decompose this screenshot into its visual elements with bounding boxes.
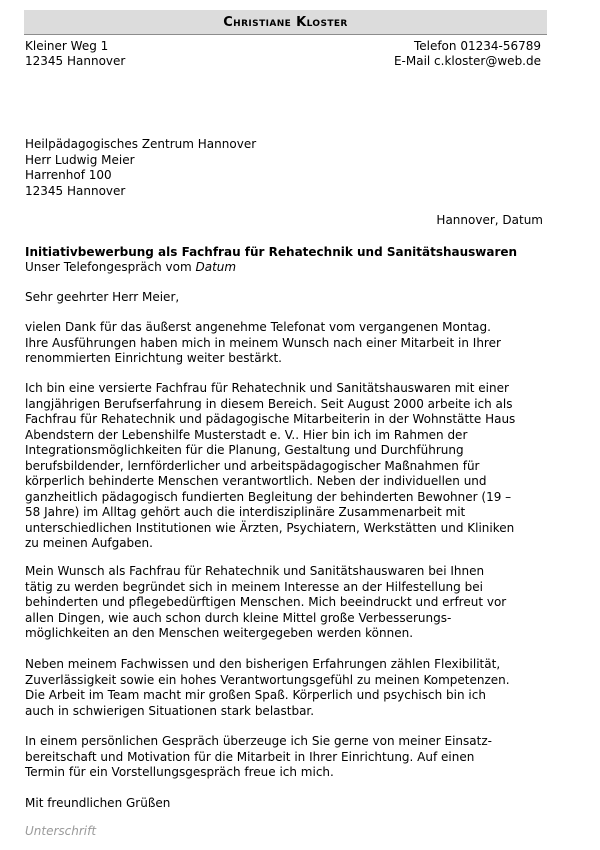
paragraph-line: auch in schwierigen Situationen stark belastbar. <box>25 703 315 718</box>
body-paragraph-4 <box>25 657 545 719</box>
paragraph-line: Abendstern der Lebenshilfe Musterstadt e. V.. Hier bin ich im Rahmen der <box>25 427 468 442</box>
paragraph-line: behinderten und pflegebedürftigen Menschen. Mich beeindruckt und erfreut vor <box>25 595 507 609</box>
paragraph-line: ganzheitlich pädagogisch fundierten Begleitung der behinderten Bewohner (19 – <box>25 489 512 504</box>
paragraph-line: vielen Dank für das äußerst angenehme Telefonat vom vergangenen Montag. <box>25 320 491 334</box>
recipient-city: 12345 Hannover <box>25 183 126 198</box>
paragraph-line: Ich bin eine versierte Fachfrau für Rehatechnik und Sanitätshauswaren mit einer <box>25 381 509 395</box>
paragraph-line: Die Arbeit im Team macht mir großen Spaß. Körperlich und psychisch bin ich <box>25 688 486 702</box>
sender-phone: Telefon 01234-56789 <box>413 39 541 53</box>
paragraph-line: möglichkeiten an den Menschen weitergegeben werden können. <box>25 626 414 640</box>
paragraph-line: körperlich behinderte Menschen verantwortlich. Neben der individuellen und <box>25 474 487 488</box>
body-paragraph-2 <box>25 381 545 552</box>
recipient-address <box>25 137 256 199</box>
paragraph-line: Fachfrau für Rehatechnik und pädagogische Mitarbeiterin in der Wohnstätte Haus <box>25 412 516 426</box>
paragraph-line: Termin für ein Vorstellungsgespräch freue ich mich. <box>25 765 334 779</box>
paragraph-line: berufsbildender, lernförderlicher und arbeitspädagogischer Maßnahmen für <box>25 458 480 473</box>
subject-reference-date: Datum <box>195 260 237 274</box>
paragraph-line: unterschiedlichen Institutionen wie Ärzten, Psychiatern, Werkstätten und Kliniken <box>25 520 515 535</box>
letterhead-bar <box>24 10 547 35</box>
body-paragraph-5 <box>25 734 545 781</box>
sender-address <box>25 39 125 69</box>
paragraph-line: tätig zu werden begründet sich in meinem Interesse an der Hilfestellung bei <box>25 579 483 594</box>
paragraph-line: In einem persönlichen Gespräch überzeuge ich Sie gerne von meiner Einsatz- <box>25 734 492 748</box>
body-paragraph-3 <box>25 564 545 642</box>
paragraph-line: allen Dingen, wie auch schon durch kleine Mittel große Verbesserungs- <box>25 610 452 625</box>
sender-city: 12345 Hannover <box>25 54 126 68</box>
subject-reference-prefix: Unser Telefongespräch vom <box>25 260 196 274</box>
recipient-organization: Heilpädagogisches Zentrum Hannover <box>25 137 257 151</box>
sender-contact <box>394 39 541 69</box>
subject-title: Initiativbewerbung als Fachfrau für Rehatechnik und Sanitätshauswaren <box>25 245 518 259</box>
body-paragraph-1 <box>25 320 545 367</box>
subject-block <box>25 245 555 275</box>
paragraph-line: 58 Jahre) im Alltag gehört auch die interdisziplinäre Zusammenarbeit mit <box>25 505 466 519</box>
paragraph-line: Ihre Ausführungen haben mich in meinem Wunsch nach einer Mitarbeit in Ihrer <box>25 335 501 350</box>
sender-email: E-Mail c.kloster@web.de <box>393 54 541 68</box>
paragraph-line: langjährigen Berufserfahrung in diesem Bereich. Seit August 2000 arbeite ich als <box>25 396 513 411</box>
closing-phrase: Mit freundlichen Grüßen <box>25 796 171 810</box>
paragraph-line: Mein Wunsch als Fachfrau für Rehatechnik und Sanitätshauswaren bei Ihnen <box>25 564 485 578</box>
place-date: Hannover, Datum <box>436 213 543 227</box>
paragraph-line: zu meinen Aufgaben. <box>25 536 153 550</box>
paragraph-line: renommierten Einrichtung weiter bestärkt. <box>25 351 282 365</box>
paragraph-line: Integrationsmöglichkeiten für die Planung, Gestaltung und Durchführung <box>25 443 464 457</box>
salutation: Sehr geehrter Herr Meier, <box>25 290 180 304</box>
paragraph-line: bereitschaft und Motivation für die Mitarbeit in Ihrer Einrichtung. Auf einen <box>25 749 475 764</box>
recipient-street: Harrenhof 100 <box>25 168 112 182</box>
signature-placeholder: Unterschrift <box>25 824 97 838</box>
sender-street: Kleiner Weg 1 <box>25 39 109 53</box>
sender-name: Christiane Kloster <box>223 14 348 30</box>
paragraph-line: Neben meinem Fachwissen und den bisherigen Erfahrungen zählen Flexibilität, <box>25 657 501 671</box>
paragraph-line: Zuverlässigkeit sowie ein hohes Verantwortungsgefühl zu meinen Kompetenzen. <box>25 672 510 687</box>
subject-reference <box>25 260 555 275</box>
recipient-person: Herr Ludwig Meier <box>25 152 135 167</box>
